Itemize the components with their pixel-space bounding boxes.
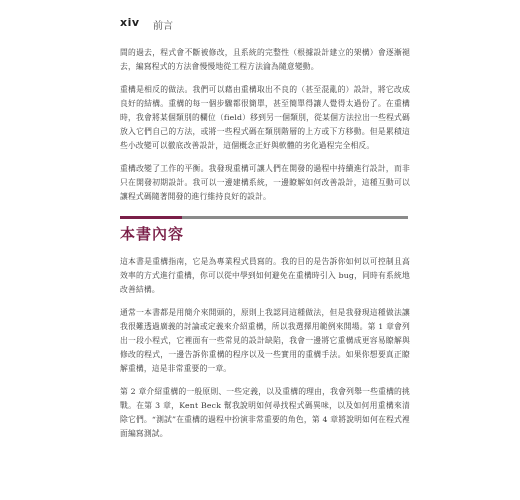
body-paragraph: 間的過去，程式會不斷被修改，且系統的完整性（根據設計建立的架構）會逐漸褪去，編寫程式的方法會慢慢地從工程方法淪為隨意變動。	[120, 48, 410, 71]
section-paragraph: 這本書是重構指南，它是為專業程式員寫的。我的目的是告訴你如何以可控制且高效率的方式進行重構，你可以從中學到如何避免在重構時引入 bug，同時有系統地改善結構。	[120, 257, 410, 294]
section-paragraph: 通常一本書都是用簡介來開頭的，原則上我認同這種做法，但是我發現這種做法讓我很難透過廣義的討論或定義來介紹重構，所以我選擇用範例來開場。第 1 章會列出一段小程式，它裡面有一些常見的設計缺陷，我會一邊將它重構成更容易瞭解與修改的程式，一邊告訴你重構的程序以及一些實用的重構手法。如果你想要真正瞭解重構，這是非常重要的一章。	[120, 308, 410, 373]
page-number: xiv	[120, 16, 140, 29]
section-title: 本書內容	[120, 225, 185, 243]
page-header	[120, 16, 410, 30]
body-paragraph: 重構改變了工作的平衡。我發現重構可讓人們在開發的過程中持續進行設計，而非只在開發初期設計。我可以一邊建構系統，一邊瞭解如何改善設計，這種互動可以讓程式碼隨著開發的進行維持良好的設計。	[120, 164, 410, 201]
running-head: 前言	[153, 21, 173, 32]
section-book-contents	[120, 216, 410, 441]
section-rule-accent	[120, 216, 182, 219]
section-paragraph: 第 2 章介紹重構的一般原則、一些定義，以及重構的理由，我會列舉一些重構的挑戰。在第 3 章，Kent Beck 幫我說明如何尋找程式碼異味，以及如何用重構來清除它們。“測試”在重構的過程中扮演非常重要的角色，第 4 章將說明如何在程式裡面編寫測試。	[120, 387, 410, 438]
page-body	[120, 46, 410, 450]
body-paragraph: 重構是相反的做法。我們可以藉由重構取出不良的（甚至混亂的）設計，將它改成良好的結構。重構的每一個步驟都很簡單，甚至簡單得讓人覺得太過份了。在重構時，我會將某個類別的欄位（field）移到另一個類別，從某個方法拉出一些程式碼放入它們自己的方法，或將一些程式碼在類別階層的上方或下方移動。但是累積這些小改變可以徹底改善設計，這個概念正好與軟體的劣化過程完全相反。	[120, 85, 410, 150]
section-rule	[120, 216, 408, 219]
